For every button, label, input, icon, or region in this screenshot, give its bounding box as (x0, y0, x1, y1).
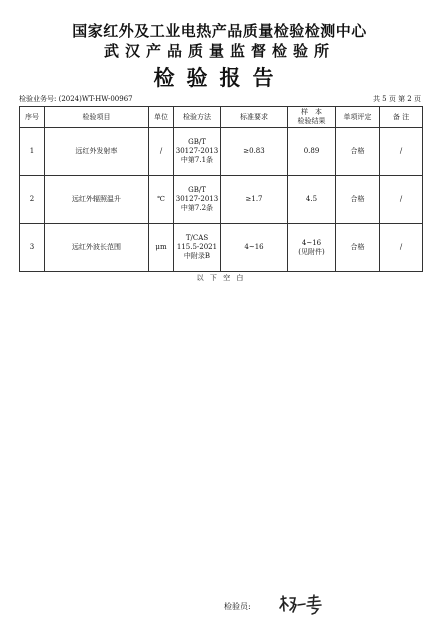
cell-requirement: 4~16 (221, 224, 288, 272)
cell-note: / (380, 176, 423, 224)
page-counter: 共 5 页 第 2 页 (372, 95, 421, 103)
blank-remainder-row (20, 272, 423, 285)
cell-no: 2 (20, 176, 45, 224)
cell-result: 0.89 (288, 128, 336, 176)
table-body (20, 128, 423, 285)
cell-method: T/CAS 115.5-2021 中附录B (174, 224, 221, 272)
cell-judgement: 合格 (336, 128, 380, 176)
report-institution-title: 国家红外及工业电热产品质量检验检测中心 (72, 22, 367, 40)
inspector-signature (278, 593, 326, 617)
column-header: 单位 (149, 107, 174, 128)
cell-requirement: ≥1.7 (221, 176, 288, 224)
cell-requirement: ≥0.83 (221, 128, 288, 176)
column-header: 样 本 检验结果 (288, 107, 336, 128)
table-row (20, 224, 423, 272)
cell-item: 远红外辐照温升 (45, 176, 149, 224)
column-header: 备 注 (380, 107, 423, 128)
blank-remainder-text: 以 下 空 白 (20, 272, 423, 285)
column-header: 检验项目 (45, 107, 149, 128)
cell-unit: / (149, 128, 174, 176)
table-row (20, 128, 423, 176)
cell-no: 3 (20, 224, 45, 272)
report-institute-subtitle: 武汉产品质量监督检验所 (103, 42, 335, 60)
cell-method: GB/T 30127-2013 中第7.1条 (174, 128, 221, 176)
inspection-results-table (19, 106, 423, 285)
table-row (20, 176, 423, 224)
business-number: 检验业务号: (2024)WT-HW-00967 (19, 95, 133, 103)
cell-method: GB/T 30127-2013 中第7.2条 (174, 176, 221, 224)
cell-item: 远红外发射率 (45, 128, 149, 176)
cell-note: / (380, 224, 423, 272)
cell-result: 4~16 (见附件) (288, 224, 336, 272)
cell-item: 远红外波长范围 (45, 224, 149, 272)
column-header: 序号 (20, 107, 45, 128)
table-header-row (20, 107, 423, 128)
column-header: 单项评定 (336, 107, 380, 128)
cell-no: 1 (20, 128, 45, 176)
cell-result: 4.5 (288, 176, 336, 224)
cell-judgement: 合格 (336, 176, 380, 224)
cell-judgement: 合格 (336, 224, 380, 272)
cell-unit: ℃ (149, 176, 174, 224)
report-title: 检验报告 (153, 65, 286, 90)
cell-note: / (380, 128, 423, 176)
column-header: 检验方法 (174, 107, 221, 128)
cell-unit: μm (149, 224, 174, 272)
inspector-label: 检验员: (224, 602, 251, 611)
column-header: 标准要求 (221, 107, 288, 128)
